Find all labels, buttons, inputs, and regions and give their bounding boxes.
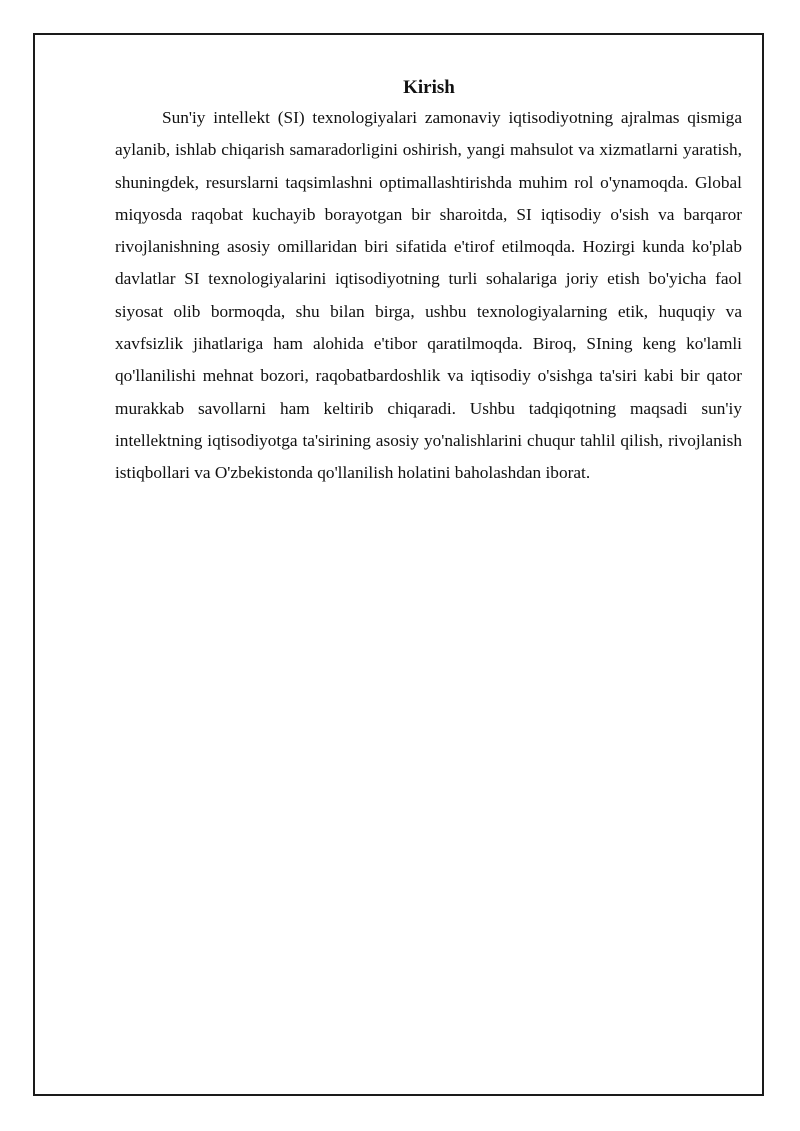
document-title: Kirish (403, 77, 455, 98)
intro-paragraph: Sun'iy intellekt (SI) texnologiyalari zamonaviy iqtisodiyotning ajralmas qismiga aylanib, ishlab chiqarish samaradorligini oshirish, yangi mahsulot va xizmatlarni yaratish, shuningdek, resurslarni taqsimlashni optimallashtirishda muhim rol o'ynamoqda. Global miqyosda raqobat kuchayib borayotgan bir sharoitda, SI iqtisodiy o'sish va barqaror rivojlanishning asosiy omillaridan biri sifatida e'tirof etilmoqda. Hozirgi kunda ko'plab davlatlar SI texnologiyalarini iqtisodiyotning turli sohalariga joriy etish bo'yicha faol siyosat olib bormoqda, shu bilan birga, ushbu texnologiyalarning etik, huquqiy va xavfsizlik jihatlariga ham alohida e'tibor qaratilmoqda. Biroq, SIning keng ko'lamli qo'llanilishi mehnat bozori, raqobatbardoshlik va iqtisodiy o'sishga ta'siri kabi bir qator murakkab savollarni ham keltirib chiqaradi. Ushbu tadqiqotning maqsadi sun'iy intellektning iqtisodiyotga ta'sirining asosiy yo'nalishlarini chuqur tahlil qilish, rivojlanish istiqbollari va O'zbekistonda qo'llanilish holatini baholashdan iborat. (115, 108, 742, 483)
document-body (115, 74, 742, 490)
